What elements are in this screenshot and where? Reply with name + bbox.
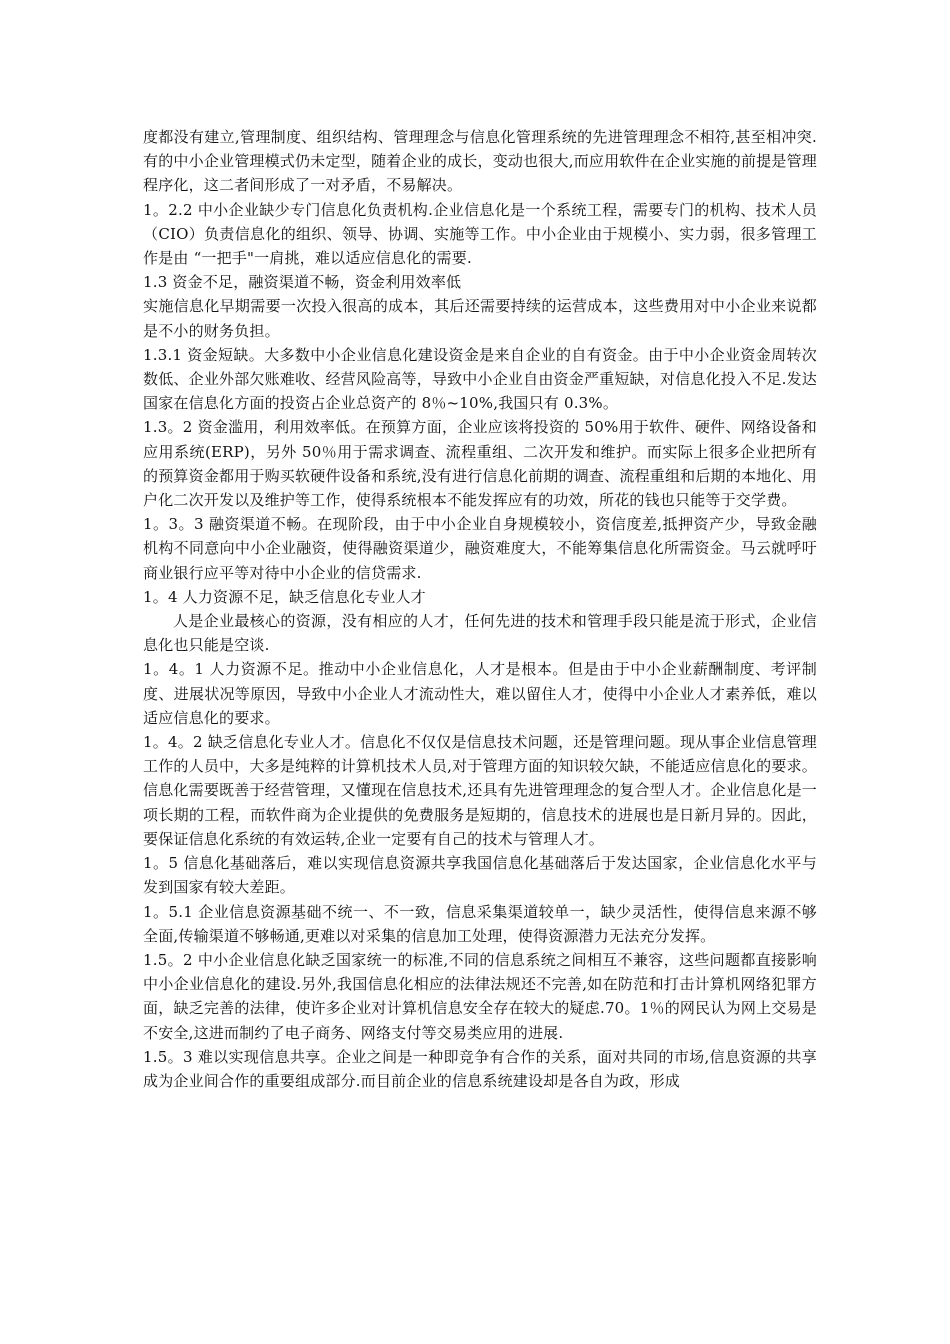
- paragraph-1-3-2: 1.3。2 资金滥用，利用效率低。在预算方面，企业应该将投资的 50%用于软件、硬件、网络设备和应用系统(ERP)，另外 50％用于需求调查、流程重组、二次开发和维护。而实际上很多企业把所有的预算资金都用于购买软硬件设备和系统,没有进行信息化前期的调查、流程重组和后期的本地化、用户化二次开发以及维护等工作，使得系统根本不能发挥应有的功效，所花的钱也只能等于交学费。: [143, 418, 817, 510]
- paragraph-1-4-2: 1。4。2 缺乏信息化专业人才。信息化不仅仅是信息技术问题，还是管理问题。现从事企业信息管理工作的人员中，大多是纯粹的计算机技术人员,对于管理方面的知识较欠缺，不能适应信息化的要求。信息化需要既善于经营管理，又懂现在信息技术,还具有先进管理理念的复合型人才。企业信息化是一项长期的工程，而软件商为企业提供的免费服务是短期的，信息技术的进展也是日新月异的。因此，要保证信息化系统的有效运转,企业一定要有自己的技术与管理人才。: [143, 733, 817, 848]
- paragraph-1-5-1: 1。5.1 企业信息资源基础不统一、不一致，信息采集渠道较单一，缺少灵活性，使得信息来源不够全面,传输渠道不够畅通,更难以对采集的信息加工处理，使得资源潜力无法充分发挥。: [143, 902, 817, 945]
- paragraph-1-5: 1。5 信息化基础落后，难以实现信息资源共享我国信息化基础落后于发达国家，企业信息化水平与发到国家有较大差距。: [143, 854, 817, 897]
- heading-1-3: 1.3 资金不足，融资渠道不畅，资金利用效率低: [143, 273, 462, 292]
- paragraph-management-conflict: 度都没有建立,管理制度、组织结构、管理理念与信息化管理系统的先进管理理念不相符,甚至相冲突.有的中小企业管理模式仍未定型，随着企业的成长，变动也很大,而应用软件在企业实施的前提是管理程序化，这二者间形成了一对矛盾，不易解决。: [143, 128, 817, 195]
- paragraph-1-5-3: 1.5。3 难以实现信息共享。企业之间是一种即竞争有合作的关系，面对共同的市场,信息资源的共享成为企业间合作的重要组成部分.而目前企业的信息系统建设却是各自为政，形成: [143, 1047, 817, 1090]
- paragraph-1-2-2: 1。2.2 中小企业缺少专门信息化负责机构.企业信息化是一个系统工程，需要专门的机构、技术人员（CIO）负责信息化的组织、领导、协调、实施等工作。中小企业由于规模小、实力弱，很多管理工作是由 “一把手"一肩挑，难以适应信息化的需要.: [143, 200, 817, 268]
- paragraph-1-4-intro: 人是企业最核心的资源，没有相应的人才，任何先进的技术和管理手段只能是流于形式，企业信息化也只能是空谈.: [143, 612, 817, 655]
- paragraph-1-4-1: 1。4。1 人力资源不足。推动中小企业信息化，人才是根本。但是由于中小企业薪酬制度、考评制度、进展状况等原因，导致中小企业人才流动性大，难以留住人才，使得中小企业人才素养低，难以适应信息化的要求。: [143, 660, 817, 727]
- document-body: [143, 125, 817, 1093]
- paragraph-1-3-intro: 实施信息化早期需要一次投入很高的成本，其后还需要持续的运营成本，这些费用对中小企业来说都是不小的财务负担。: [143, 297, 817, 340]
- paragraph-1-3-1: 1.3.1 资金短缺。大多数中小企业信息化建设资金是来自企业的自有资金。由于中小企业资金周转次数低、企业外部欠账难收、经营风险高等，导致中小企业自由资金严重短缺，对信息化投入不足.发达国家在信息化方面的投资占企业总资产的 8％~10%,我国只有 0.3%。: [143, 345, 817, 413]
- paragraph-1-5-2: 1.5。2 中小企业信息化缺乏国家统一的标准,不同的信息系统之间相互不兼容，这些问题都直接影响中小企业信息化的建设.另外,我国信息化相应的法律法规还不完善,如在防范和打击计算机网络犯罪方面，缺乏完善的法律，使许多企业对计算机信息安全存在较大的疑虑.70。1％的网民认为网上交易是不安全,这进而制约了电子商务、网络支付等交易类应用的进展.: [143, 950, 817, 1042]
- heading-1-4: 1。4 人力资源不足，缺乏信息化专业人才: [143, 587, 426, 606]
- paragraph-1-3-3: 1。3。3 融资渠道不畅。在现阶段，由于中小企业自身规模较小，资信度差,抵押资产少，导致金融机构不同意向中小企业融资，使得融资渠道少，融资难度大，不能筹集信息化所需资金。马云就呼吁商业银行应平等对待中小企业的信贷需求.: [143, 515, 817, 582]
